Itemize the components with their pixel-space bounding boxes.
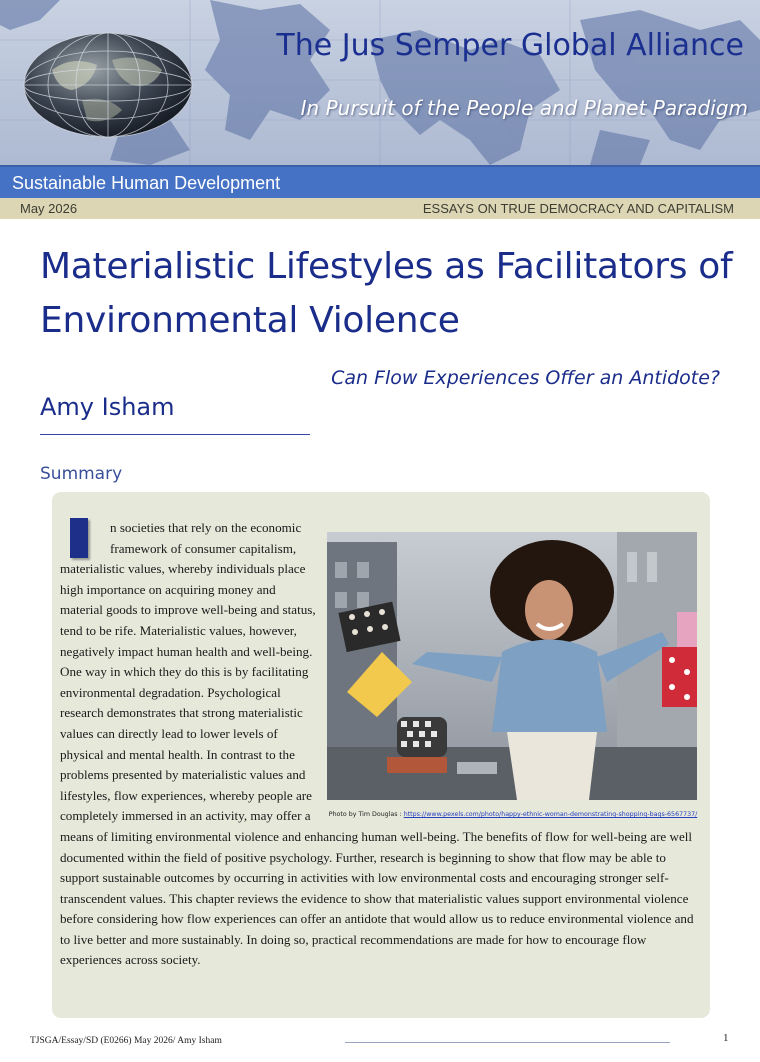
author-divider [40, 434, 310, 435]
author-name: Amy Isham [40, 393, 175, 421]
document-title: Materialistic Lifestyles as Facilitators of Environmental Violence [40, 246, 733, 341]
photo-credit-link[interactable]: https://www.pexels.com/photo/happy-ethnic-woman-demonstrating-shopping-bags-6567737/ [403, 811, 698, 818]
summary-text [60, 518, 703, 971]
footer-reference: TJSGA/Essay/SD (E0266) May 2026/ Amy Isham [30, 1036, 222, 1046]
photo-credit [327, 805, 699, 826]
summary-heading: Summary [40, 464, 123, 484]
header-banner [0, 0, 760, 165]
photo-figure [327, 532, 699, 822]
summary-box [52, 492, 710, 1018]
photo-credit-prefix: Photo by Tim Douglas : [328, 811, 404, 818]
footer-divider [345, 1042, 670, 1043]
tagline: In Pursuit of the People and Planet Paradigm [300, 96, 748, 120]
series-name: ESSAYS ON TRUE DEMOCRACY AND CAPITALISM [422, 201, 734, 216]
org-name: The Jus Semper Global Alliance [276, 28, 744, 63]
date-bar [0, 198, 760, 219]
dropcap [70, 518, 88, 558]
summary-body: n societies that rely on the economic framework of consumer capitalism, materialistic values, whereby individuals place high importance on acquiring money and material goods to improve well-being and status, tend to be rife. Materialistic values, however, negatively impact human health and well-being. One way in which they do this is by facilitating environmental degradation. Psychological research demonstrates that strong materialistic values can directly lead to lower levels of physical and mental health. In contrast to the problems presented by materialistic values and lifestyles, flow experiences, whereby people are completely immersed in an activity, may offer a means of limiting environmental violence and enhancing human well-being. The benefits of flow for well-being are well documented within the field of positive psychology. Further, research is beginning to show that flow may be able to support sustainable outcomes by occurring in activities with low environmental costs and encouraging stronger self-transcendent values. This chapter reviews the evidence to show that materialistic values support environmental violence before considering how flow experiences can offer an antidote that would allow us to reduce environmental violence and to live better and more sustainably. In doing so, practical recommendations are made for how to encourage flow experiences across society. [60, 520, 694, 968]
issue-date: May 2026 [20, 201, 78, 216]
shopping-woman-photo [327, 532, 697, 800]
section-bar [0, 165, 760, 199]
globe-icon [22, 30, 194, 140]
page-number: 1 [723, 1032, 729, 1044]
document-subtitle: Can Flow Experiences Offer an Antidote? [331, 367, 720, 389]
section-label: Sustainable Human Development [12, 173, 281, 193]
